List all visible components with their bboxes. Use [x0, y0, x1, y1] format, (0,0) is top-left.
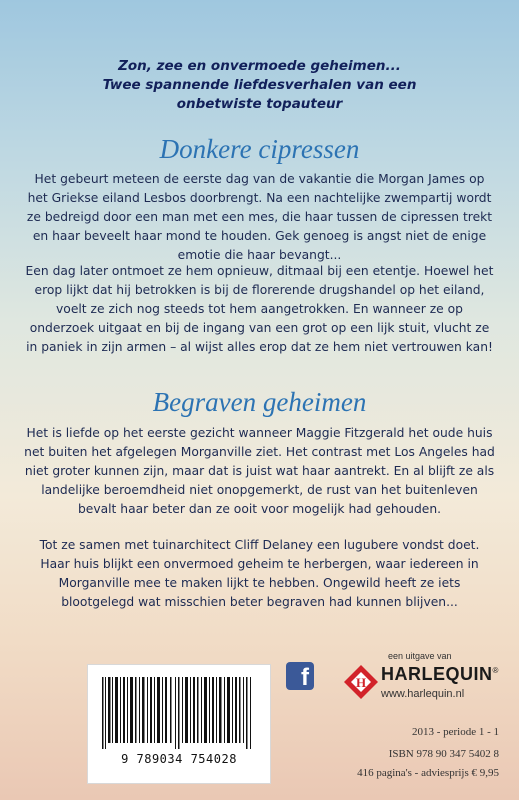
story-1-paragraph-1: Het gebeurt meteen de eerste dag van de vakantie die Morgan James op het Griekse eiland Lesbos doorbrengt. Na een nachtelijke zwempartij wordt ze bedreigd door een man met een mes, die haar tussen de cipressen trekt en haar beveelt haar mond te houden. Gek genoeg is angst niet de enige emotie die haar bevangt...: [26, 172, 493, 262]
isbn: ISBN 978 90 347 5402 8: [388, 748, 499, 760]
story-2-title: Begraven geheimen: [152, 387, 367, 417]
release-period: 2013 - periode 1 - 1: [411, 726, 499, 738]
tagline-line-1: Zon, zee en onvermoede geheimen...: [118, 58, 401, 74]
tagline: [0, 57, 519, 114]
story-2-paragraph-2: Tot ze samen met tuinarchitect Cliff Delaney een lugubere vondst doet. Haar huis blijkt een onvermoed geheim te herbergen, waar iedereen in Morganville mee te maken lijkt te hebben. Ongewild heeft ze iets blootgelegd wat misschien beter begraven had kunnen blijven...: [39, 538, 480, 609]
publisher-label: een uitgave van: [388, 651, 452, 661]
svg-text:H: H: [355, 675, 367, 690]
publisher-brand: [381, 664, 499, 685]
barcode-bars: [100, 677, 256, 749]
facebook-icon[interactable]: f: [286, 662, 314, 690]
harlequin-logo-icon: [343, 664, 379, 700]
publisher-brand-name: HARLEQUIN: [381, 664, 493, 684]
tagline-line-2: Twee spannende liefdesverhalen van een: [102, 77, 417, 93]
barcode: [87, 664, 271, 784]
story-2-paragraph-1: Het is liefde op het eerste gezicht wanneer Maggie Fitzgerald het oude huis net buiten het afgelegen Morganville ziet. Het contrast met Los Angeles had niet groter kunnen zijn, maar dat is juist wat haar aantrekt. En al blijft ze als landelijke beroemdheid niet onopgemerkt, de rust van het buitenleven bevalt haar beter dan ze ooit voor mogelijk had gehouden.: [24, 426, 495, 516]
pages-and-price: 416 pagina's - adviesprijs € 9,95: [357, 767, 499, 779]
barcode-number: 9 789034 754028: [121, 752, 237, 766]
story-1-title: Donkere cipressen: [159, 134, 360, 164]
story-1-paragraph-2: Een dag later ontmoet ze hem opnieuw, ditmaal bij een etentje. Hoewel het erop lijkt dat hij betrokken is bij de florerende drugshandel op het eiland, voelt ze zich nog steeds tot hem aangetrokken. En wanneer ze op onderzoek uitgaat en bij de ingang van een grot op een lijk stuit, vlucht ze in paniek in zijn armen – al wijst alles erop dat ze hem niet vertrouwen kan!: [25, 264, 494, 354]
tagline-line-3: onbetwiste topauteur: [176, 96, 343, 112]
publisher-website-link[interactable]: www.harlequin.nl: [381, 688, 465, 700]
registered-mark: ®: [492, 666, 499, 675]
